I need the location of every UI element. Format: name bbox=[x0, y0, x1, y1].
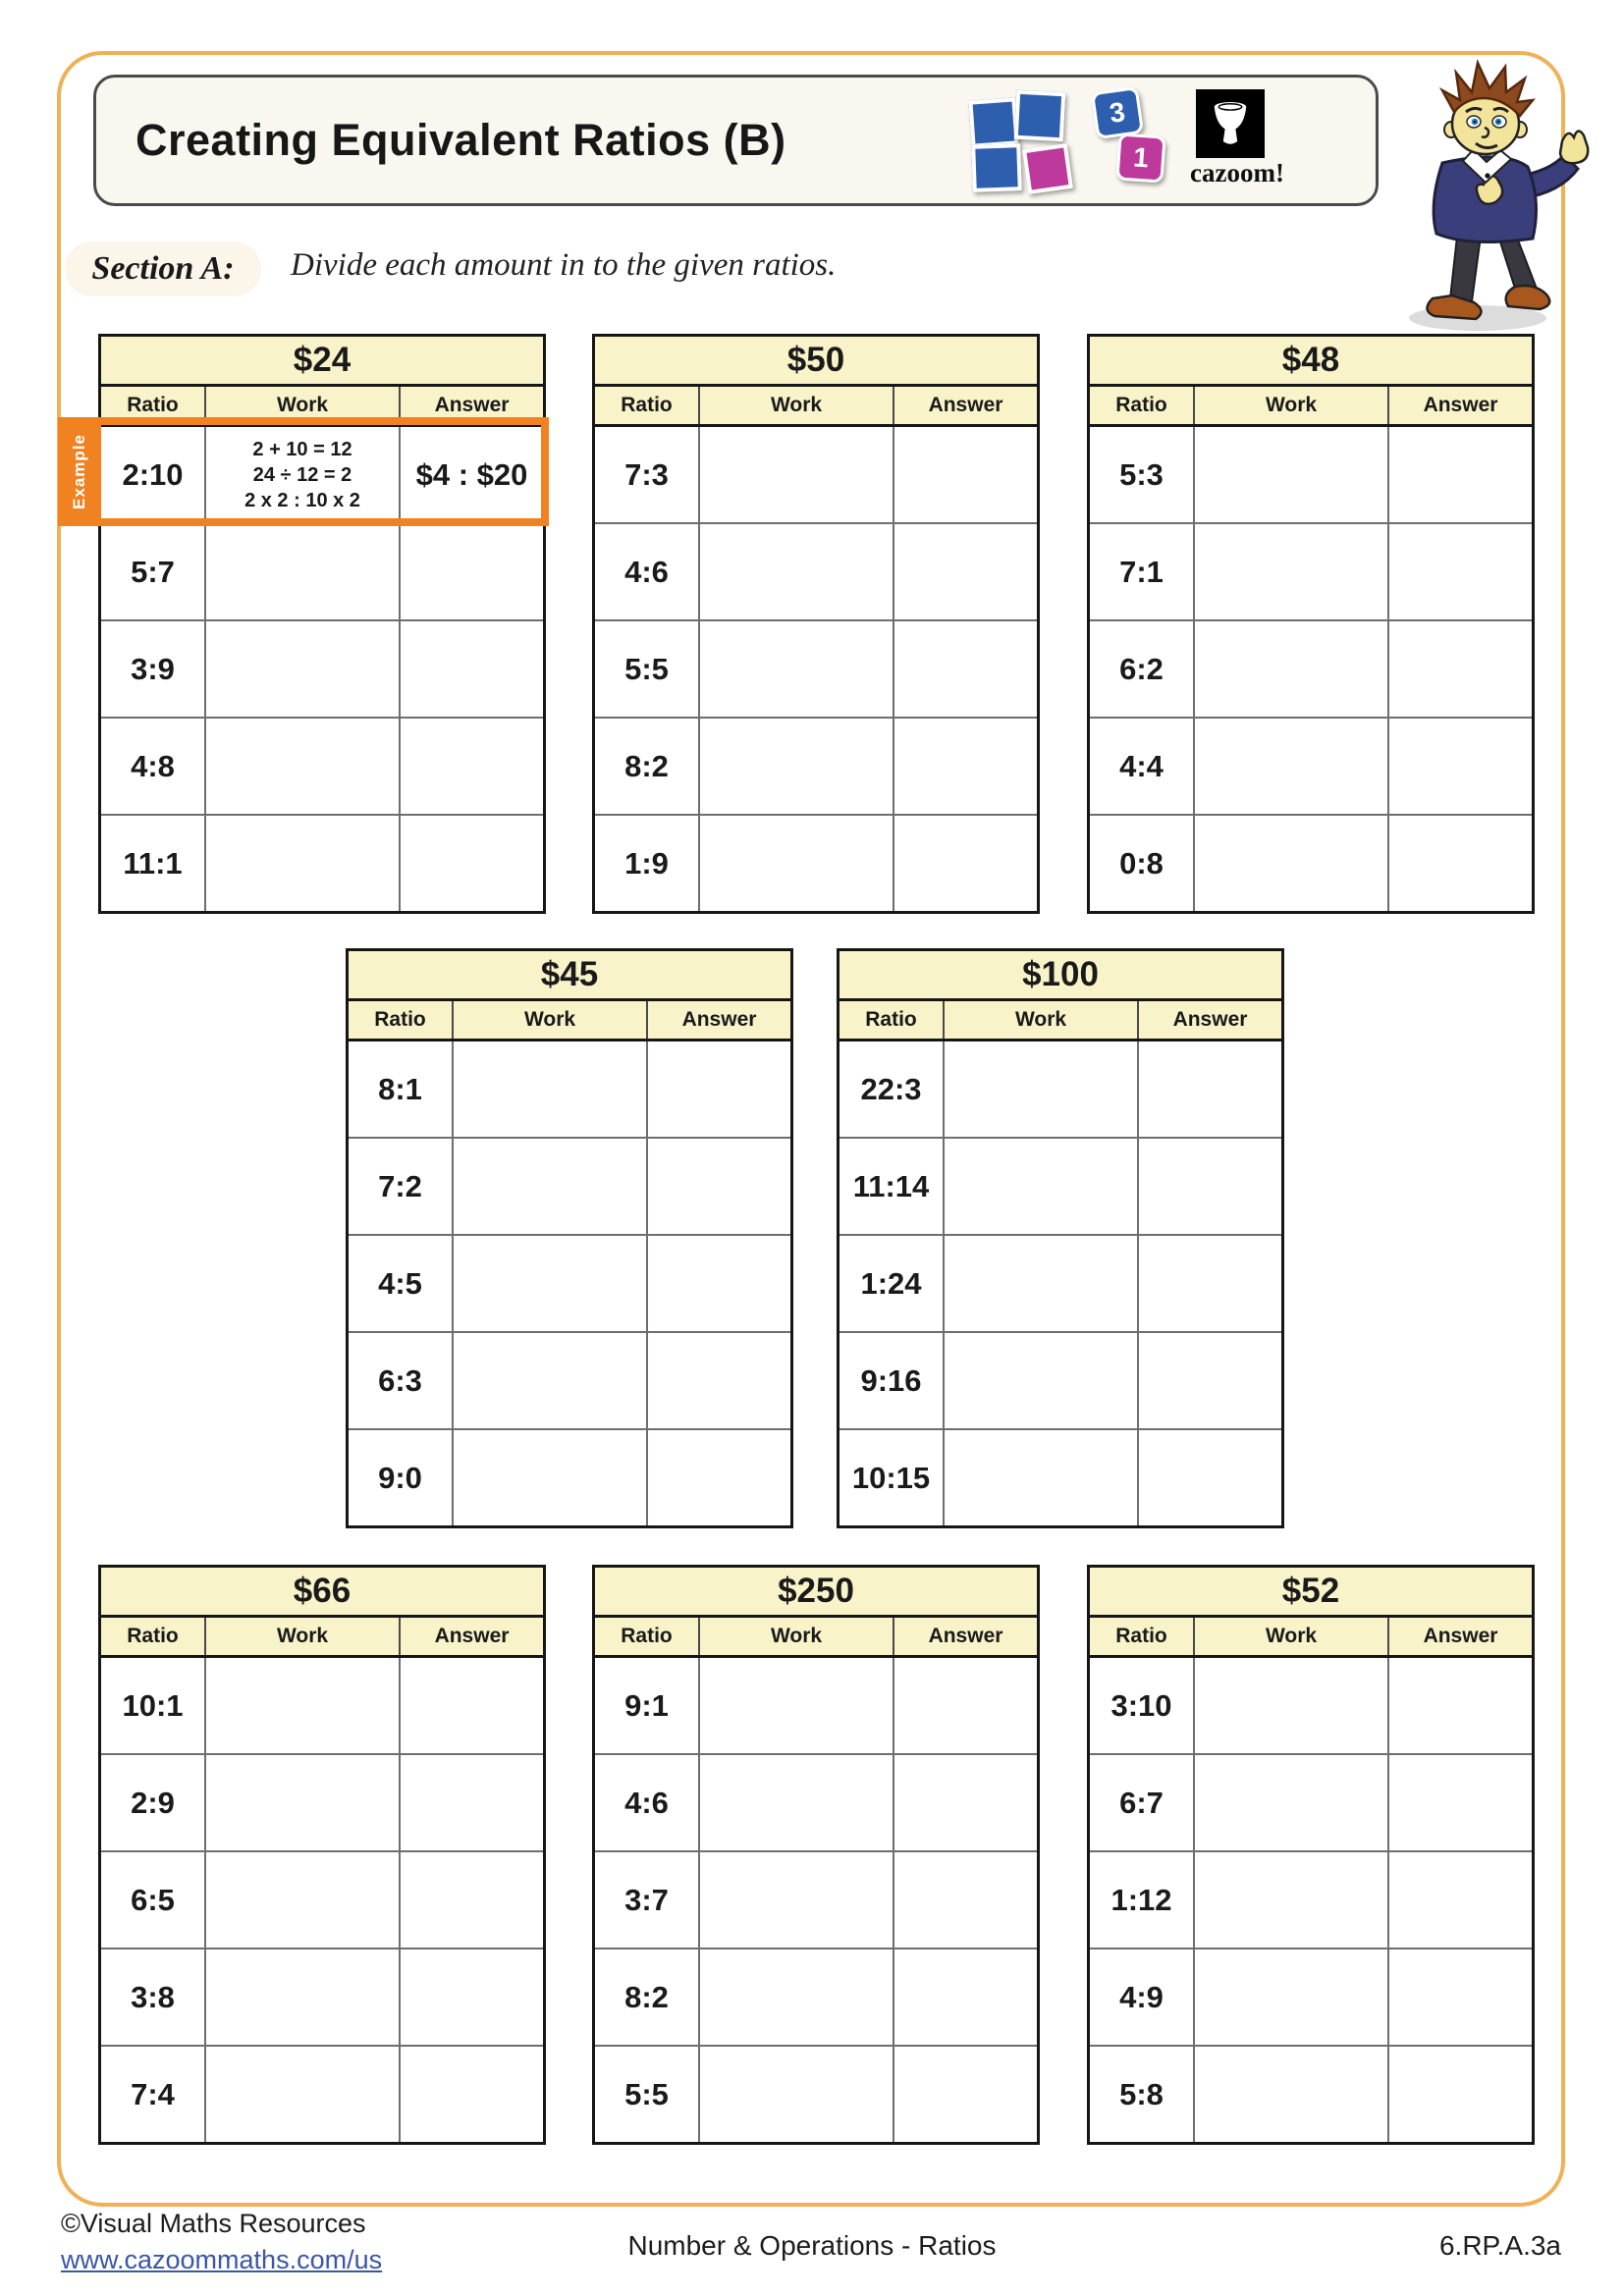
table-row bbox=[349, 1430, 790, 1525]
work-cell bbox=[698, 621, 894, 717]
copyright-text: ©Visual Maths Resources bbox=[61, 2209, 366, 2238]
ratio-cell: 4:9 bbox=[1119, 1979, 1164, 2014]
table-row bbox=[839, 1139, 1281, 1236]
ratio-cell: 6:5 bbox=[131, 1882, 175, 1917]
answer-cell bbox=[894, 816, 1037, 911]
mascot-character bbox=[1368, 51, 1601, 341]
answer-cell bbox=[894, 1755, 1037, 1850]
ratio-cell: 9:1 bbox=[624, 1687, 669, 1723]
table-amount: $24 bbox=[101, 337, 543, 387]
work-cell bbox=[1193, 816, 1389, 911]
work-cell bbox=[943, 1041, 1139, 1137]
page-title: Creating Equivalent Ratios (B) bbox=[135, 115, 786, 165]
table-amount: $100 bbox=[839, 951, 1281, 1001]
title-box bbox=[93, 75, 1379, 206]
table-column-headers bbox=[349, 1001, 790, 1041]
column-header-ratio: Ratio bbox=[621, 1625, 673, 1647]
table-amount: $66 bbox=[101, 1568, 543, 1618]
table-row bbox=[1090, 427, 1532, 524]
logo-tile-3-label: 3 bbox=[1108, 96, 1127, 129]
ratio-cell: 5:7 bbox=[131, 554, 175, 589]
column-header-work: Work bbox=[204, 387, 401, 424]
table-row bbox=[101, 1755, 543, 1852]
ratio-cell: 4:8 bbox=[131, 748, 175, 783]
table-amount: $45 bbox=[349, 951, 790, 1001]
table-amount: $50 bbox=[595, 337, 1037, 387]
work-cell bbox=[1193, 621, 1389, 717]
work-cell bbox=[698, 524, 894, 619]
answer-cell bbox=[894, 2047, 1037, 2142]
ratio-cell: 6:2 bbox=[1119, 651, 1164, 686]
ratio-cell: 3:7 bbox=[624, 1882, 669, 1917]
work-cell bbox=[1193, 719, 1389, 814]
answer-cell bbox=[1389, 816, 1532, 911]
work-cell bbox=[698, 1949, 894, 2045]
ratio-cell: 7:2 bbox=[378, 1168, 422, 1203]
answer-cell bbox=[1389, 621, 1532, 717]
cazoom-logo bbox=[968, 87, 1322, 193]
ratio-table-250 bbox=[592, 1565, 1040, 2145]
ratio-table-48 bbox=[1087, 334, 1535, 914]
table-amount: $250 bbox=[595, 1568, 1037, 1618]
answer-cell bbox=[1139, 1430, 1281, 1525]
ratio-cell: 4:4 bbox=[1119, 748, 1164, 783]
ratio-cell: 1:12 bbox=[1110, 1882, 1172, 1917]
ratio-cell: 8:2 bbox=[624, 748, 669, 783]
ratio-cell: 5:5 bbox=[624, 2076, 669, 2111]
table-row bbox=[101, 1949, 543, 2047]
table-row bbox=[101, 427, 543, 524]
table-row bbox=[595, 2047, 1037, 2142]
table-row bbox=[839, 1236, 1281, 1333]
logo-tile-1-label: 1 bbox=[1132, 141, 1150, 174]
answer-cell bbox=[401, 1852, 543, 1948]
logo-square-blue-3 bbox=[971, 143, 1022, 192]
column-header-work: Work bbox=[698, 387, 894, 424]
ratio-cell: 4:6 bbox=[624, 554, 669, 589]
ratio-cell: 3:10 bbox=[1110, 1687, 1172, 1723]
column-header-ratio: Ratio bbox=[127, 1625, 179, 1647]
ratio-cell: 11:1 bbox=[123, 845, 183, 881]
footer-topic: Number & Operations - Ratios bbox=[627, 2230, 997, 2261]
table-row bbox=[349, 1139, 790, 1236]
ratio-cell: 9:0 bbox=[378, 1460, 422, 1495]
column-header-answer: Answer bbox=[928, 394, 1003, 416]
column-header-answer: Answer bbox=[1423, 1625, 1498, 1647]
answer-cell bbox=[648, 1333, 790, 1428]
brand-wordmark: cazoom! bbox=[1190, 158, 1284, 187]
ratio-cell: 0:8 bbox=[1119, 845, 1164, 881]
answer-cell bbox=[894, 427, 1037, 522]
column-header-answer: Answer bbox=[1172, 1008, 1248, 1031]
example-tab-label: Example bbox=[70, 434, 88, 509]
section-pill bbox=[65, 241, 261, 296]
answer-cell bbox=[401, 621, 543, 717]
column-header-ratio: Ratio bbox=[1115, 394, 1167, 416]
work-cell bbox=[1193, 1658, 1389, 1753]
table-row bbox=[1090, 524, 1532, 621]
work-cell bbox=[1193, 2047, 1389, 2142]
table-row bbox=[595, 1949, 1037, 2047]
table-column-headers bbox=[595, 387, 1037, 427]
footer-standard-code: 6.RP.A.3a bbox=[1438, 2230, 1561, 2261]
answer-cell bbox=[401, 524, 543, 619]
example-work-line: 2 x 2 : 10 x 2 bbox=[244, 489, 360, 511]
column-header-answer: Answer bbox=[681, 1008, 757, 1031]
ratio-cell: 3:8 bbox=[131, 1979, 175, 2014]
ratio-cell: 4:6 bbox=[624, 1785, 669, 1820]
ratio-cell: 9:16 bbox=[860, 1362, 922, 1398]
answer-cell bbox=[894, 1949, 1037, 2045]
work-cell bbox=[1193, 1755, 1389, 1850]
table-column-headers bbox=[1090, 1618, 1532, 1658]
ratio-table-100 bbox=[837, 948, 1284, 1528]
answer-cell bbox=[1139, 1333, 1281, 1428]
answer-cell bbox=[648, 1236, 790, 1331]
table-row bbox=[595, 524, 1037, 621]
column-header-ratio: Ratio bbox=[374, 1008, 426, 1031]
table-column-headers bbox=[1090, 387, 1532, 427]
column-header-work: Work bbox=[698, 1618, 894, 1655]
table-row bbox=[101, 719, 543, 816]
ratio-table-66 bbox=[98, 1565, 546, 2145]
work-cell bbox=[943, 1430, 1139, 1525]
table-row bbox=[1090, 621, 1532, 719]
ratio-cell: 5:5 bbox=[624, 651, 669, 686]
work-cell bbox=[452, 1236, 648, 1331]
work-cell bbox=[698, 1658, 894, 1753]
ratio-cell: 4:5 bbox=[378, 1265, 422, 1301]
ratio-cell: 2:9 bbox=[131, 1785, 175, 1820]
table-row bbox=[595, 816, 1037, 911]
ratio-cell: 10:15 bbox=[851, 1460, 931, 1495]
ratio-cell: 11:14 bbox=[852, 1168, 930, 1203]
answer-cell bbox=[401, 1658, 543, 1753]
answer-cell bbox=[1389, 524, 1532, 619]
table-row bbox=[101, 2047, 543, 2142]
column-header-answer: Answer bbox=[434, 394, 510, 416]
work-cell bbox=[204, 1852, 401, 1948]
answer-cell bbox=[401, 1949, 543, 2045]
answer-cell bbox=[894, 621, 1037, 717]
answer-cell bbox=[1389, 427, 1532, 522]
ratio-cell: 5:8 bbox=[1119, 2076, 1164, 2111]
work-cell bbox=[698, 816, 894, 911]
answer-cell bbox=[1139, 1139, 1281, 1234]
table-row bbox=[349, 1041, 790, 1139]
work-cell bbox=[204, 621, 401, 717]
work-cell bbox=[204, 524, 401, 619]
example-work-line: 2 + 10 = 12 bbox=[252, 438, 352, 460]
work-cell bbox=[204, 816, 401, 911]
work-cell bbox=[698, 2047, 894, 2142]
example-work-line: 24 ÷ 12 = 2 bbox=[252, 463, 352, 486]
column-header-work: Work bbox=[1193, 1618, 1389, 1655]
answer-cell bbox=[1389, 1658, 1532, 1753]
ratio-cell: 8:1 bbox=[378, 1071, 422, 1106]
work-cell bbox=[452, 1430, 648, 1525]
table-column-headers bbox=[101, 387, 543, 427]
answer-cell bbox=[894, 1852, 1037, 1948]
ratio-cell: 22:3 bbox=[860, 1071, 922, 1106]
ratio-cell: 1:24 bbox=[860, 1265, 922, 1301]
answer-cell bbox=[401, 1755, 543, 1850]
ratio-cell: 10:1 bbox=[122, 1687, 184, 1723]
table-column-headers bbox=[595, 1618, 1037, 1658]
work-cell bbox=[943, 1333, 1139, 1428]
work-cell bbox=[1193, 1949, 1389, 2045]
ratio-table-24 bbox=[70, 334, 546, 914]
ratio-cell: 1:9 bbox=[624, 845, 669, 881]
column-header-answer: Answer bbox=[434, 1625, 510, 1647]
column-header-answer: Answer bbox=[1423, 394, 1498, 416]
ratio-cell: 2:10 bbox=[122, 456, 184, 492]
work-cell bbox=[204, 1949, 401, 2045]
work-cell bbox=[452, 1041, 648, 1137]
work-cell bbox=[452, 1139, 648, 1234]
answer-cell bbox=[648, 1041, 790, 1137]
answer-cell bbox=[1389, 1852, 1532, 1948]
answer-cell: $4 : $20 bbox=[415, 456, 528, 492]
ratio-table-52 bbox=[1087, 1565, 1535, 2145]
ratio-table-45 bbox=[346, 948, 793, 1528]
table-row bbox=[595, 427, 1037, 524]
work-cell bbox=[1193, 427, 1389, 522]
table-column-headers bbox=[101, 1618, 543, 1658]
answer-cell bbox=[1139, 1041, 1281, 1137]
ratio-cell: 5:3 bbox=[1119, 456, 1164, 492]
logo-square-magenta bbox=[1022, 143, 1073, 194]
work-cell bbox=[204, 1658, 401, 1753]
table-row bbox=[349, 1236, 790, 1333]
column-header-answer: Answer bbox=[928, 1625, 1003, 1647]
work-cell bbox=[1193, 524, 1389, 619]
table-row bbox=[595, 1658, 1037, 1755]
table-amount: $52 bbox=[1090, 1568, 1532, 1618]
answer-cell bbox=[1389, 2047, 1532, 2142]
work-cell bbox=[204, 2047, 401, 2142]
table-row bbox=[101, 816, 543, 911]
table-row bbox=[1090, 816, 1532, 911]
table-row bbox=[1090, 1755, 1532, 1852]
table-row bbox=[1090, 1949, 1532, 2047]
ratio-cell: 7:1 bbox=[1119, 554, 1164, 589]
ratio-cell: 3:9 bbox=[131, 651, 175, 686]
column-header-work: Work bbox=[1193, 387, 1389, 424]
table-row bbox=[101, 621, 543, 719]
table-row bbox=[595, 621, 1037, 719]
ratio-cell: 8:2 bbox=[624, 1979, 669, 2014]
column-header-ratio: Ratio bbox=[1115, 1625, 1167, 1647]
work-cell bbox=[204, 427, 401, 522]
column-header-work: Work bbox=[943, 1001, 1139, 1039]
table-row bbox=[595, 1755, 1037, 1852]
work-cell bbox=[204, 719, 401, 814]
table-row bbox=[1090, 1852, 1532, 1949]
table-row bbox=[839, 1041, 1281, 1139]
work-cell bbox=[1193, 1852, 1389, 1948]
table-row bbox=[101, 524, 543, 621]
ratio-cell: 6:7 bbox=[1119, 1785, 1164, 1820]
column-header-ratio: Ratio bbox=[865, 1008, 917, 1031]
logo-tile-3 bbox=[1091, 86, 1144, 139]
answer-cell bbox=[648, 1430, 790, 1525]
work-cell bbox=[698, 1852, 894, 1948]
table-row bbox=[839, 1430, 1281, 1525]
table-row bbox=[595, 1852, 1037, 1949]
section-instruction: Divide each amount in to the given ratios. bbox=[291, 247, 837, 283]
answer-cell bbox=[1389, 719, 1532, 814]
answer-cell bbox=[648, 1139, 790, 1234]
table-row bbox=[839, 1333, 1281, 1430]
ratio-cell: 7:3 bbox=[624, 456, 669, 492]
table-amount: $48 bbox=[1090, 337, 1532, 387]
ratio-cell: 6:3 bbox=[378, 1362, 422, 1398]
work-cell bbox=[698, 1755, 894, 1850]
drum-icon bbox=[1196, 89, 1265, 158]
column-header-work: Work bbox=[452, 1001, 648, 1039]
table-row bbox=[595, 719, 1037, 816]
answer-cell bbox=[401, 2047, 543, 2142]
table-row bbox=[101, 1852, 543, 1949]
work-cell bbox=[943, 1139, 1139, 1234]
work-cell bbox=[204, 1755, 401, 1850]
answer-cell bbox=[401, 719, 543, 814]
table-row bbox=[349, 1333, 790, 1430]
answer-cell bbox=[894, 1658, 1037, 1753]
answer-cell bbox=[1139, 1236, 1281, 1331]
work-cell bbox=[452, 1333, 648, 1428]
table-column-headers bbox=[839, 1001, 1281, 1041]
footer-link[interactable]: www.cazoommaths.com/us bbox=[61, 2245, 383, 2274]
work-cell bbox=[698, 719, 894, 814]
answer-cell bbox=[1389, 1949, 1532, 2045]
table-row bbox=[101, 1658, 543, 1755]
section-label: Section A: bbox=[91, 250, 235, 287]
logo-square-blue-2 bbox=[1014, 90, 1066, 142]
column-header-work: Work bbox=[204, 1618, 401, 1655]
column-header-ratio: Ratio bbox=[621, 394, 673, 416]
answer-cell bbox=[894, 719, 1037, 814]
logo-square-blue-1 bbox=[968, 97, 1018, 147]
ratio-cell: 7:4 bbox=[131, 2076, 175, 2111]
table-row bbox=[1090, 2047, 1532, 2142]
table-row bbox=[1090, 719, 1532, 816]
work-cell bbox=[943, 1236, 1139, 1331]
logo-tile-1 bbox=[1115, 133, 1165, 183]
column-header-ratio: Ratio bbox=[127, 394, 179, 416]
work-cell bbox=[698, 427, 894, 522]
answer-cell bbox=[894, 524, 1037, 619]
answer-cell bbox=[1389, 1755, 1532, 1850]
ratio-table-50 bbox=[592, 334, 1040, 914]
answer-cell bbox=[401, 816, 543, 911]
table-row bbox=[1090, 1658, 1532, 1755]
